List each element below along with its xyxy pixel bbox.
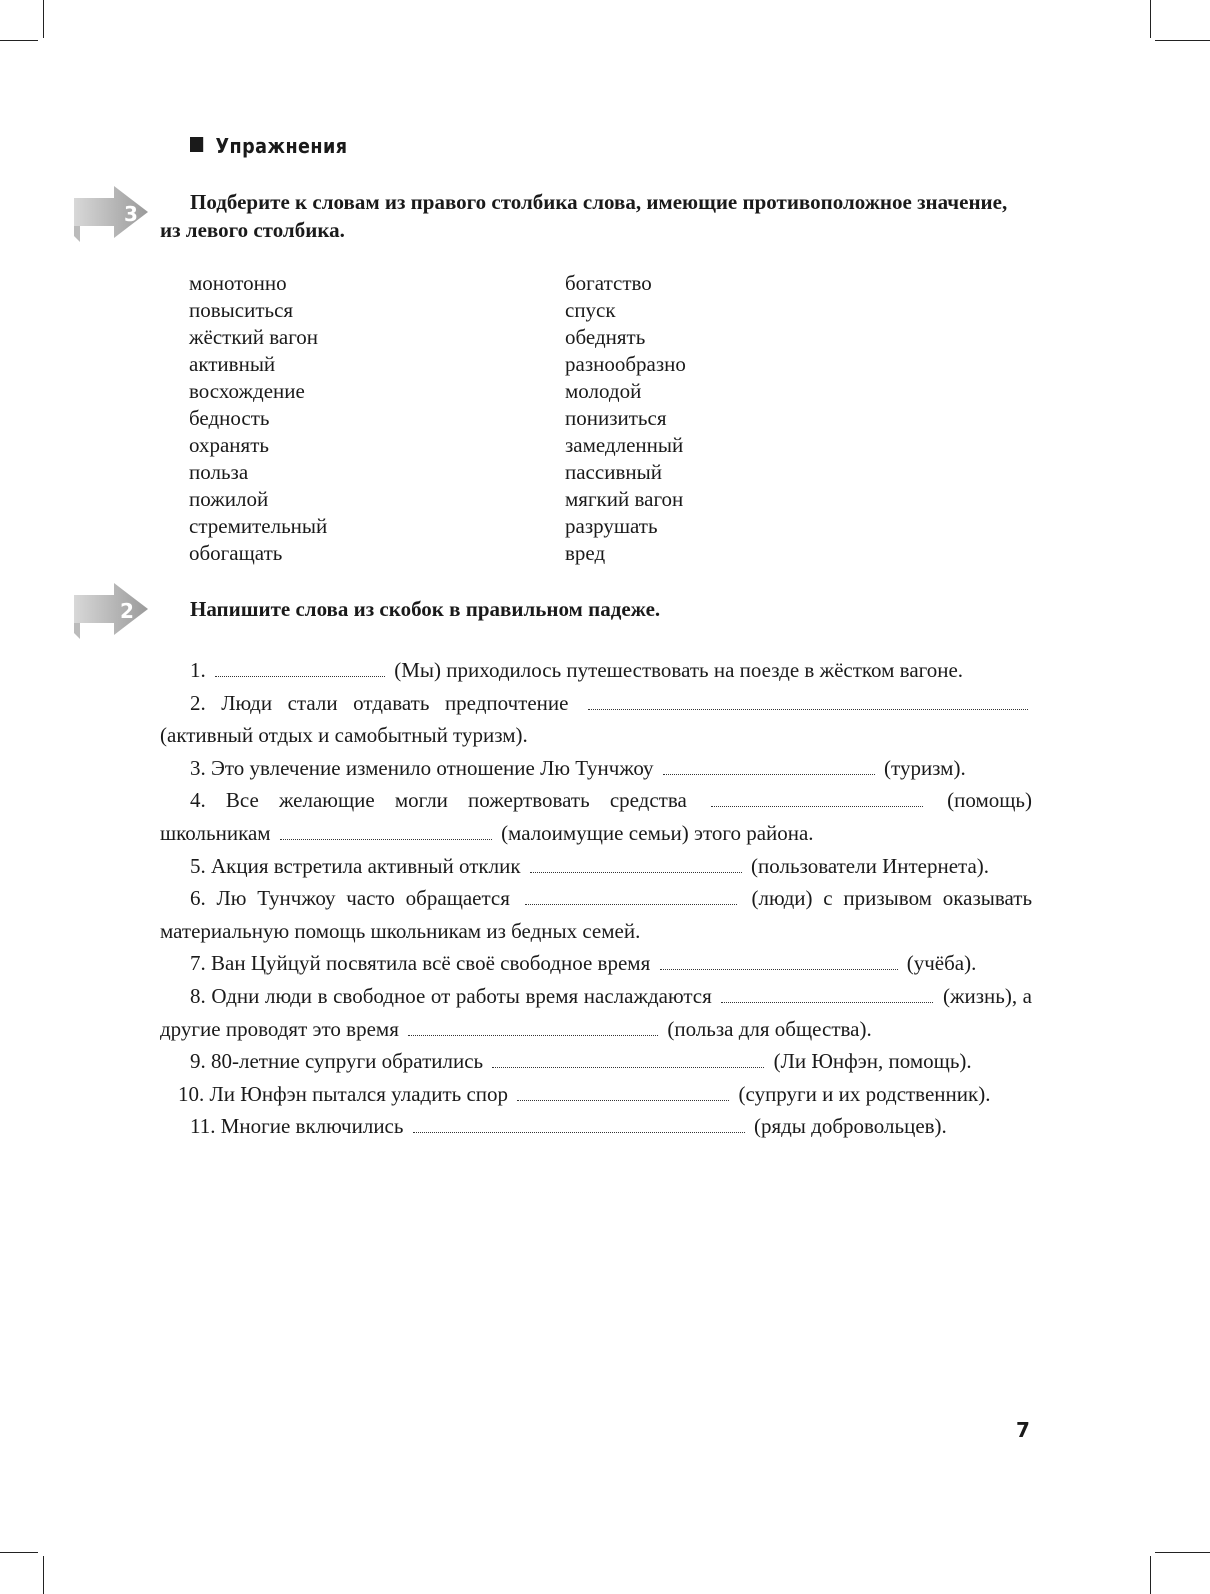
exercise-item [160, 882, 1032, 947]
item-text: 7. Ван Цуйцуй посвятила всё своё свободное время [190, 951, 651, 976]
item-text: 6. Лю Тунчжоу часто обращается [190, 886, 510, 911]
item-text: (люди) с призывом оказывать материальную помощь школьникам из бедных семей. [160, 886, 1033, 943]
answer-blank[interactable] [663, 757, 875, 775]
item-text: 11. Многие включились [190, 1114, 404, 1139]
answer-blank[interactable] [530, 855, 742, 873]
answer-blank[interactable] [517, 1083, 729, 1101]
item-text: 1. [190, 658, 206, 682]
crop-mark [0, 40, 38, 41]
word-item: пассивный [565, 460, 662, 484]
answer-blank[interactable] [660, 952, 898, 970]
page-number: 7 [1016, 1418, 1030, 1442]
word-item: жёсткий вагон [189, 325, 319, 349]
task-number: 3 [124, 202, 138, 226]
item-text: (ряды добровольцев). [753, 1114, 947, 1139]
item-text: (пользователи Интернета). [751, 853, 990, 878]
item-text: 2. Люди стали отдавать предпочтение [190, 690, 569, 715]
word-item: спуск [565, 298, 616, 322]
word-item: монотонно [189, 271, 287, 295]
word-item: разнообразно [565, 352, 686, 376]
item-text: (Мы) приходилось путешествовать на поезде в жёстком вагоне. [394, 658, 964, 682]
answer-blank[interactable] [215, 659, 385, 677]
exercise-items [160, 654, 1032, 1143]
crop-mark [1155, 40, 1210, 41]
exercise-item [160, 1078, 1032, 1111]
answer-blank[interactable] [492, 1050, 764, 1068]
item-text: 4. Все желающие могли пожертвовать средства [190, 788, 687, 813]
item-text: (супруги и их родственник). [738, 1081, 991, 1106]
word-item: пожилой [189, 487, 269, 511]
section-heading [190, 134, 348, 158]
item-text: (жизнь), а другие проводят это время [160, 983, 1032, 1041]
item-text: 10. Ли Юнфэн пытался уладить спор [178, 1081, 509, 1106]
answer-blank[interactable] [721, 985, 933, 1003]
exercise-item [160, 980, 1032, 1045]
answer-blank[interactable] [413, 1115, 745, 1133]
right-word-column [565, 270, 925, 567]
word-item: разрушать [565, 514, 658, 538]
word-item: богатство [565, 271, 652, 295]
word-item: активный [189, 352, 276, 376]
exercise-item [160, 1110, 1032, 1143]
answer-blank[interactable] [525, 887, 737, 905]
exercise-item [160, 850, 1032, 883]
exercise-item [160, 1045, 1032, 1078]
exercise-item [160, 752, 1032, 785]
item-text: (Ли Юнфэн, помощь). [773, 1049, 972, 1074]
word-item: охранять [189, 433, 269, 457]
word-item: повыситься [189, 298, 294, 322]
item-text: 9. 80-летние супруги обратились [190, 1049, 484, 1074]
item-text: 3. Это увлечение изменило отношение Лю Тунчжоу [190, 755, 654, 780]
word-item: мягкий вагон [565, 487, 684, 511]
item-text: (туризм). [884, 755, 966, 780]
answer-blank[interactable] [408, 1018, 658, 1036]
task2-instruction: Напишите слова из скобок в правильном падеже. [190, 597, 661, 621]
exercise-item [160, 947, 1032, 980]
answer-blank[interactable] [588, 692, 1028, 710]
word-item: обогащать [189, 541, 283, 565]
word-item: обеднять [565, 325, 646, 349]
word-item: польза [189, 460, 249, 484]
item-text: (учёба). [906, 951, 977, 976]
crop-mark [43, 1556, 44, 1594]
crop-mark [43, 0, 44, 38]
crop-mark [1150, 1556, 1151, 1594]
exercise-item [160, 687, 1032, 752]
word-item: вред [565, 541, 606, 565]
answer-blank[interactable] [280, 822, 492, 840]
exercise-item [160, 784, 1032, 849]
item-text: 8. Одни люди в свободное от работы время наслаждаются [190, 983, 712, 1008]
crop-mark [0, 1552, 38, 1553]
answer-blank[interactable] [711, 789, 923, 807]
task3-instruction: Подберите к словам из правого столбика слова, имеющие противоположное значение, из левого столбика. [160, 190, 1008, 242]
crop-mark [1150, 0, 1151, 38]
task-number-arrow-icon [70, 184, 150, 244]
item-text: (малоимущие семьи) этого района. [501, 820, 814, 845]
task-number: 2 [120, 599, 134, 623]
task-number-arrow-icon [70, 581, 150, 641]
word-item: восхождение [189, 379, 305, 403]
item-text: (активный отдых и самобытный туризм). [160, 723, 528, 748]
section-title: Упражнения [215, 134, 348, 158]
word-item: молодой [565, 379, 642, 403]
item-text: 5. Акция встретила активный отклик [190, 853, 521, 878]
left-word-column [189, 270, 549, 567]
word-item: замедленный [565, 433, 684, 457]
word-item: стремительный [189, 514, 328, 538]
word-item: бедность [189, 406, 270, 430]
item-text: (польза для общества). [667, 1016, 872, 1041]
word-item: понизиться [565, 406, 667, 430]
exercise-item [160, 654, 1032, 687]
crop-mark [1155, 1552, 1210, 1553]
item-text: (помощь) школьникам [160, 788, 1033, 845]
square-bullet-icon [190, 137, 203, 152]
